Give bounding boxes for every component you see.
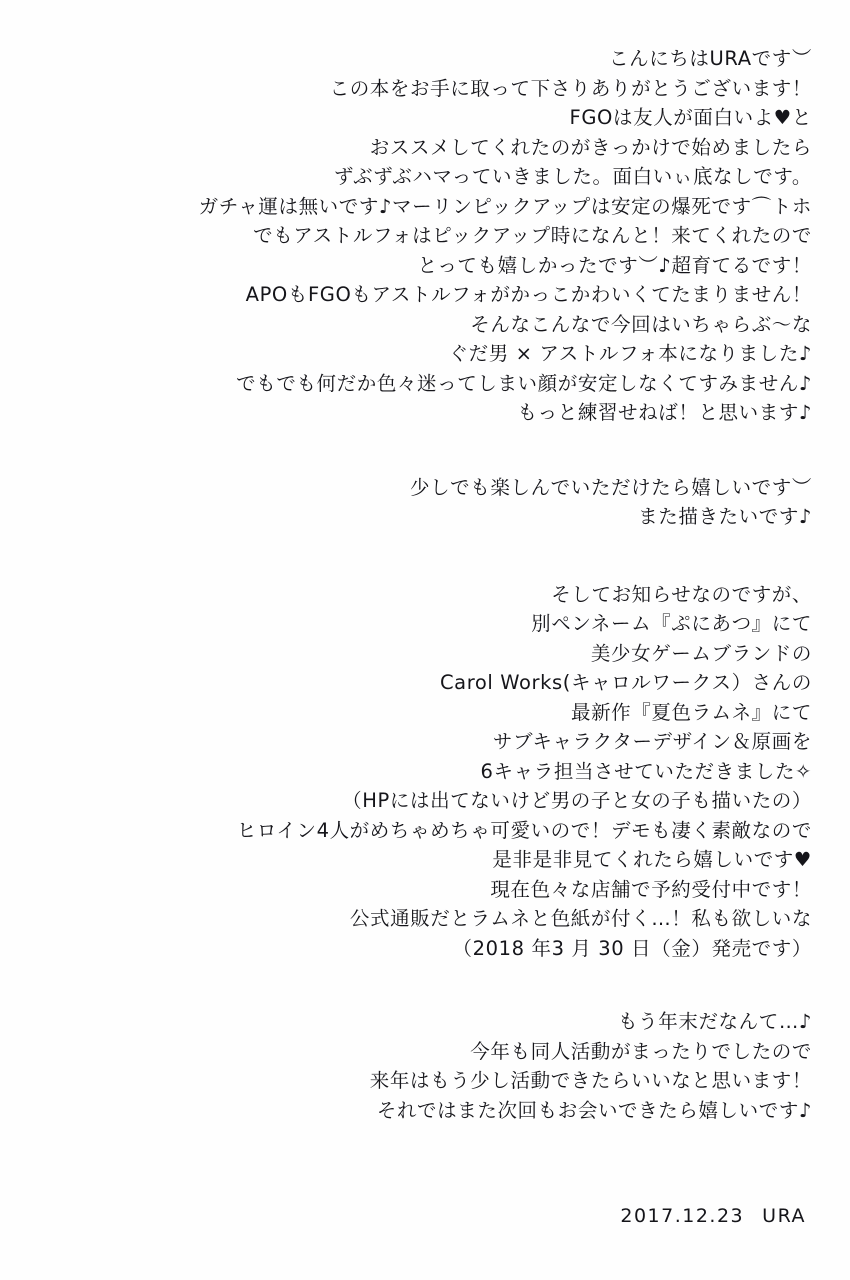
text-line: 別ペンネーム『ぷにあつ』にて <box>531 612 812 635</box>
text-line: とっても嬉しかったです︶♪超育てるです！ <box>417 253 812 277</box>
text-line: そんなこんなで今回はいちゃらぶ〜な <box>470 312 812 336</box>
text-line: おススメしてくれたのがきっかけで始めましたら <box>369 135 812 159</box>
text-line: 美少女ゲームブランドの <box>590 641 812 665</box>
text-line: 6キャラ担当させていただきました✧ <box>480 759 812 783</box>
text-line: また描きたいです♪ <box>638 505 812 528</box>
text-line: 今年も同人活動がまったりでしたので <box>470 1039 812 1063</box>
text-line: Carol Works(キャロルワークス）さんの <box>439 671 812 694</box>
text-line: ずぶずぶハマっていきました。面白いぃ底なしです。 <box>333 165 812 188</box>
text-line: （HPには出てないけど男の子と女の子も描いたの） <box>342 789 812 812</box>
text-line: 来年はもう少し活動できたらいいなと思います！ <box>369 1069 812 1092</box>
text-line: 少しでも楽しんでいただけたら嬉しいです︶ <box>409 475 812 499</box>
signature-author: URA <box>762 1205 806 1227</box>
paragraph-closing <box>38 1007 812 1125</box>
paragraph-greeting <box>38 44 812 428</box>
text-line: 是非是非見てくれたら嬉しいです♥ <box>492 848 812 871</box>
signature <box>620 1205 806 1227</box>
signature-date: 2017.12.23 <box>620 1205 745 1227</box>
text-line: APOもFGOもアストルフォがかっこかわいくてたまりません！ <box>245 283 812 306</box>
text-line: （2018 年3 月 30 日（金）発売です） <box>452 936 812 960</box>
text-line: 公式通販だとラムネと色紙が付く…！私も欲しいな <box>349 907 812 930</box>
text-line: FGOは友人が面白いよ♥と <box>569 106 812 129</box>
paragraph-thanks <box>38 473 812 532</box>
text-line: それではまた次回もお会いできたら嬉しいです♪ <box>376 1098 812 1122</box>
text-line: 現在色々な店舗で予約受付中です！ <box>490 877 812 901</box>
text-line: こんにちはURAです︶ <box>609 47 812 70</box>
text-line: この本をお手に取って下さりありがとうございます！ <box>329 76 812 100</box>
text-line: そしてお知らせなのですが、 <box>551 582 812 606</box>
text-line: サブキャラクターデザイン＆原画を <box>492 730 812 753</box>
text-line: もっと練習せねば！と思います♪ <box>517 401 812 424</box>
text-line: でもアストルフォはピックアップ時になんと！来てくれたので <box>253 224 812 247</box>
text-line: ぐだ男 × アストルフォ本になりました♪ <box>448 342 812 365</box>
paragraph-announcement <box>38 580 812 964</box>
text-line: 最新作『夏色ラムネ』にて <box>570 700 812 724</box>
text-line: ガチャ運は無いです♪マーリンピックアップは安定の爆死です⌒トホ <box>198 194 812 218</box>
text-line: でもでも何だか色々迷ってしまい顔が安定しなくてすみません♪ <box>236 371 812 395</box>
text-line: ヒロイン4人がめちゃめちゃ可愛いので！デモも凄く素敵なので <box>236 818 812 842</box>
text-line: もう年末だなんて…♪ <box>618 1010 812 1033</box>
